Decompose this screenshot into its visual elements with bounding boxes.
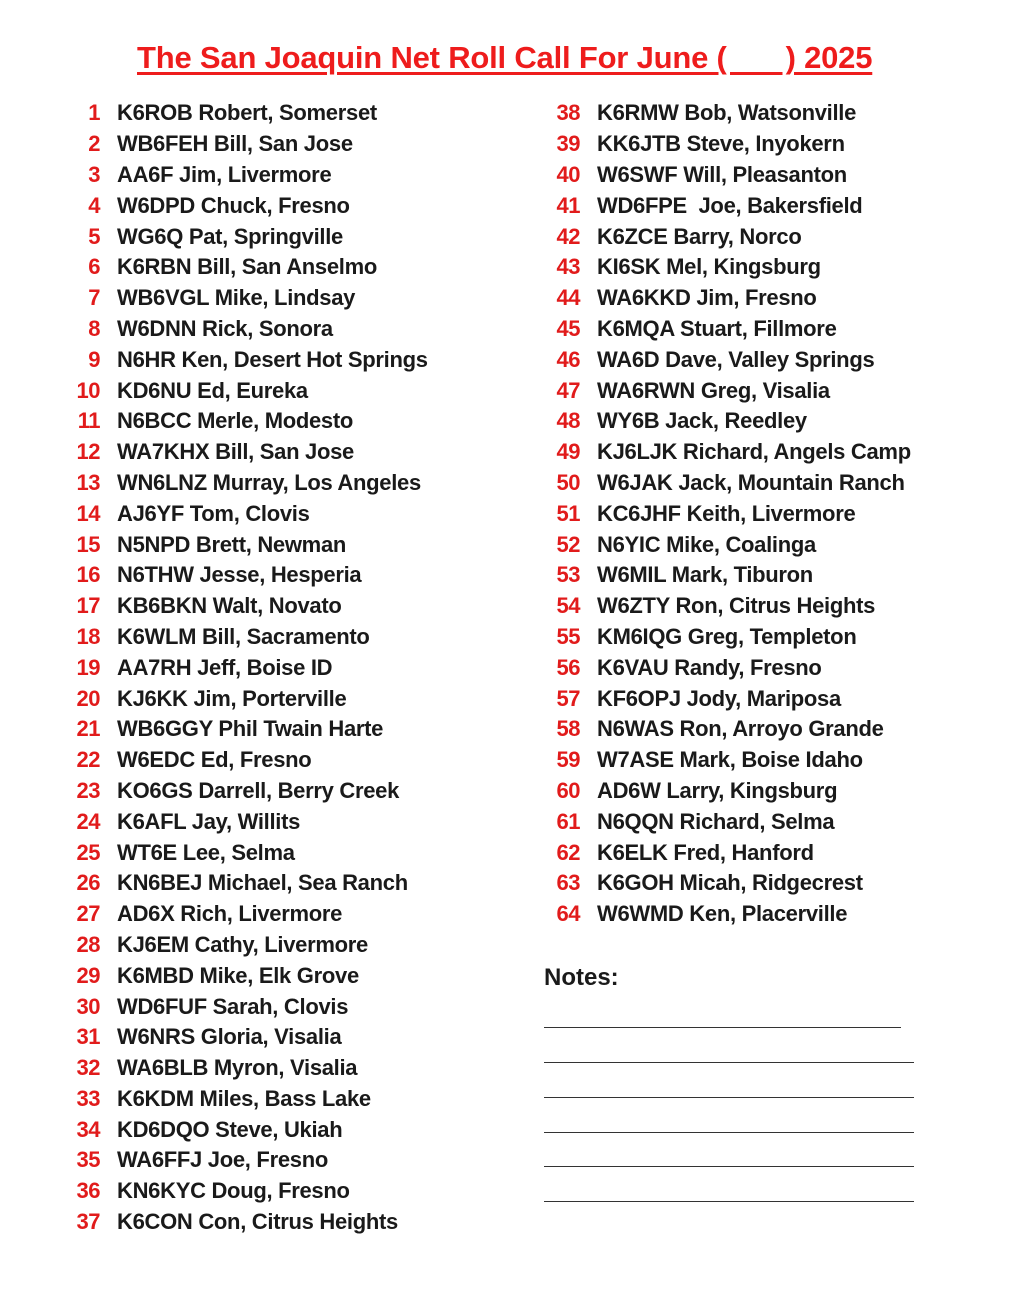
roll-call-entry	[60, 160, 428, 191]
roll-call-entry	[60, 1022, 428, 1053]
entry-number: 17	[76, 593, 100, 619]
entry-number: 29	[76, 962, 100, 988]
roll-call-entry	[60, 1176, 428, 1207]
entry-callsign-name-city: WB6FEH Bill, San Jose	[117, 131, 353, 157]
entry-number: 41	[556, 192, 580, 218]
entry-callsign-name-city: WG6Q Pat, Springville	[117, 223, 343, 249]
roll-call-entry	[60, 837, 428, 868]
entry-number: 37	[76, 1209, 100, 1235]
entry-number: 44	[556, 285, 580, 311]
entry-number: 18	[76, 623, 100, 649]
roll-call-entry	[60, 314, 428, 345]
entry-callsign-name-city: K6RMW Bob, Watsonville	[597, 100, 857, 126]
roll-call-entry	[60, 806, 428, 837]
entry-callsign-name-city: WA6D Dave, Valley Springs	[597, 346, 875, 372]
roll-call-entry	[540, 498, 911, 529]
entry-callsign-name-city: K6WLM Bill, Sacramento	[117, 623, 370, 649]
roll-call-entry	[540, 776, 911, 807]
entry-callsign-name-city: AD6W Larry, Kingsburg	[597, 777, 838, 803]
entry-callsign-name-city: WY6B Jack, Reedley	[597, 408, 807, 434]
entry-number: 25	[76, 839, 100, 865]
entry-callsign-name-city: K6CON Con, Citrus Heights	[117, 1209, 398, 1235]
entry-number: 56	[556, 654, 580, 680]
entry-number: 2	[88, 131, 100, 157]
roll-call-entry	[540, 837, 911, 868]
entry-number: 54	[556, 593, 580, 619]
roll-call-entry	[540, 529, 911, 560]
entry-callsign-name-city: AA7RH Jeff, Boise ID	[117, 654, 333, 680]
roll-call-entry	[540, 714, 911, 745]
roll-call-entry	[60, 529, 428, 560]
roll-call-entry	[540, 221, 911, 252]
roll-call-entry	[540, 283, 911, 314]
notes-label: Notes:	[544, 964, 619, 991]
roll-call-entry	[60, 960, 428, 991]
entry-number: 35	[76, 1147, 100, 1173]
notes-line[interactable]	[544, 1132, 914, 1133]
roll-call-entry	[540, 560, 911, 591]
entry-number: 12	[76, 439, 100, 465]
entry-callsign-name-city: WB6VGL Mike, Lindsay	[117, 285, 356, 311]
entry-number: 38	[556, 100, 580, 126]
roll-call-entry	[60, 1053, 428, 1084]
entry-callsign-name-city: K6ZCE Barry, Norco	[597, 223, 802, 249]
entry-callsign-name-city: KI6SK Mel, Kingsburg	[597, 254, 821, 280]
entry-callsign-name-city: N6BCC Merle, Modesto	[117, 408, 354, 434]
roll-call-entry	[60, 652, 428, 683]
roll-call-entry	[60, 406, 428, 437]
entry-number: 62	[556, 839, 580, 865]
entry-number: 55	[556, 623, 580, 649]
entry-number: 61	[556, 808, 580, 834]
entry-callsign-name-city: AD6X Rich, Livermore	[117, 901, 343, 927]
entry-number: 5	[88, 223, 100, 249]
entry-number: 48	[556, 408, 580, 434]
entry-number: 23	[76, 777, 100, 803]
entry-callsign-name-city: KF6OPJ Jody, Mariposa	[597, 685, 841, 711]
roll-call-entry	[540, 622, 911, 653]
entry-number: 20	[76, 685, 100, 711]
roll-call-entry	[60, 221, 428, 252]
entry-number: 33	[76, 1085, 100, 1111]
roll-call-entry	[60, 745, 428, 776]
entry-callsign-name-city: WB6GGY Phil Twain Harte	[117, 716, 384, 742]
entry-number: 31	[76, 1024, 100, 1050]
entry-number: 24	[76, 808, 100, 834]
roll-call-list-right	[540, 98, 911, 930]
entry-callsign-name-city: K6GOH Micah, Ridgecrest	[597, 870, 863, 896]
roll-call-entry	[60, 714, 428, 745]
roll-call-entry	[60, 622, 428, 653]
entry-callsign-name-city: KJ6LJK Richard, Angels Camp	[597, 439, 911, 465]
entry-callsign-name-city: K6ROB Robert, Somerset	[117, 100, 377, 126]
entry-callsign-name-city: WA6RWN Greg, Visalia	[597, 377, 830, 403]
entry-callsign-name-city: KJ6KK Jim, Porterville	[117, 685, 347, 711]
roll-call-entry	[60, 129, 428, 160]
roll-call-entry	[60, 683, 428, 714]
entry-callsign-name-city: K6RBN Bill, San Anselmo	[117, 254, 378, 280]
entry-callsign-name-city: K6AFL Jay, Willits	[117, 808, 301, 834]
entry-callsign-name-city: KM6IQG Greg, Templeton	[597, 623, 857, 649]
roll-call-entry	[60, 868, 428, 899]
entry-number: 22	[76, 747, 100, 773]
entry-number: 51	[556, 500, 580, 526]
entry-callsign-name-city: N6QQN Richard, Selma	[597, 808, 835, 834]
roll-call-entry	[60, 1114, 428, 1145]
entry-number: 13	[76, 469, 100, 495]
entry-number: 19	[76, 654, 100, 680]
entry-callsign-name-city: KK6JTB Steve, Inyokern	[597, 131, 845, 157]
roll-call-entry	[540, 437, 911, 468]
entry-callsign-name-city: KB6BKN Walt, Novato	[117, 593, 342, 619]
roll-call-entry	[540, 314, 911, 345]
roll-call-entry	[60, 437, 428, 468]
entry-callsign-name-city: W7ASE Mark, Boise Idaho	[597, 747, 863, 773]
entry-callsign-name-city: KN6KYC Doug, Fresno	[117, 1178, 350, 1204]
entry-number: 34	[76, 1116, 100, 1142]
entry-number: 10	[76, 377, 100, 403]
entry-number: 16	[76, 562, 100, 588]
entry-number: 15	[76, 531, 100, 557]
entry-number: 53	[556, 562, 580, 588]
entry-callsign-name-city: KO6GS Darrell, Berry Creek	[117, 777, 400, 803]
entry-number: 30	[76, 993, 100, 1019]
entry-number: 9	[88, 346, 100, 372]
entry-number: 3	[88, 161, 100, 187]
entry-number: 43	[556, 254, 580, 280]
entry-callsign-name-city: KJ6EM Cathy, Livermore	[117, 931, 368, 957]
entry-callsign-name-city: W6JAK Jack, Mountain Ranch	[597, 469, 905, 495]
entry-callsign-name-city: K6ELK Fred, Hanford	[597, 839, 814, 865]
entry-callsign-name-city: WD6FUF Sarah, Clovis	[117, 993, 349, 1019]
roll-call-entry	[540, 806, 911, 837]
entry-number: 50	[556, 469, 580, 495]
roll-call-entry	[60, 591, 428, 622]
entry-number: 26	[76, 870, 100, 896]
entry-callsign-name-city: K6MBD Mike, Elk Grove	[117, 962, 359, 988]
entry-callsign-name-city: KC6JHF Keith, Livermore	[597, 500, 856, 526]
entry-callsign-name-city: W6EDC Ed, Fresno	[117, 747, 312, 773]
roll-call-entry	[60, 98, 428, 129]
roll-call-entry	[540, 160, 911, 191]
entry-number: 47	[556, 377, 580, 403]
roll-call-entry	[540, 868, 911, 899]
entry-callsign-name-city: WN6LNZ Murray, Los Angeles	[117, 469, 421, 495]
roll-call-entry	[60, 991, 428, 1022]
entry-number: 58	[556, 716, 580, 742]
roll-call-entry	[60, 560, 428, 591]
roll-call-entry	[540, 344, 911, 375]
roll-call-entry	[60, 1145, 428, 1176]
entry-number: 28	[76, 931, 100, 957]
roll-call-entry	[60, 899, 428, 930]
roll-call-entry	[540, 375, 911, 406]
roll-call-entry	[60, 776, 428, 807]
roll-call-entry	[60, 1207, 428, 1238]
entry-callsign-name-city: KN6BEJ Michael, Sea Ranch	[117, 870, 408, 896]
notes-line[interactable]	[544, 1062, 914, 1063]
entry-callsign-name-city: AA6F Jim, Livermore	[117, 161, 332, 187]
roll-call-entry	[60, 498, 428, 529]
entry-callsign-name-city: N6THW Jesse, Hesperia	[117, 562, 362, 588]
entry-number: 49	[556, 439, 580, 465]
entry-number: 46	[556, 346, 580, 372]
roll-call-entry	[540, 899, 911, 930]
entry-number: 1	[88, 100, 100, 126]
entry-callsign-name-city: WA7KHX Bill, San Jose	[117, 439, 354, 465]
entry-number: 64	[556, 901, 580, 927]
roll-call-entry	[540, 252, 911, 283]
entry-number: 6	[88, 254, 100, 280]
entry-callsign-name-city: WT6E Lee, Selma	[117, 839, 295, 865]
entry-number: 36	[76, 1178, 100, 1204]
roll-call-entry	[540, 129, 911, 160]
entry-number: 27	[76, 901, 100, 927]
roll-call-entry	[60, 252, 428, 283]
roll-call-entry	[540, 591, 911, 622]
notes-line[interactable]	[544, 1166, 914, 1167]
roll-call-entry	[540, 406, 911, 437]
roll-call-entry	[540, 190, 911, 221]
entry-callsign-name-city: WD6FPE Joe, Bakersfield	[597, 192, 863, 218]
entry-number: 8	[88, 315, 100, 341]
entry-number: 11	[77, 408, 100, 434]
entry-callsign-name-city: N5NPD Brett, Newman	[117, 531, 347, 557]
entry-callsign-name-city: K6MQA Stuart, Fillmore	[597, 315, 837, 341]
roll-call-entry	[540, 745, 911, 776]
roll-call-entry	[540, 652, 911, 683]
entry-callsign-name-city: N6YIC Mike, Coalinga	[597, 531, 816, 557]
entry-callsign-name-city: W6DPD Chuck, Fresno	[117, 192, 350, 218]
entry-callsign-name-city: N6HR Ken, Desert Hot Springs	[117, 346, 428, 372]
entry-callsign-name-city: N6WAS Ron, Arroyo Grande	[597, 716, 884, 742]
roll-call-entry	[60, 190, 428, 221]
entry-number: 32	[76, 1055, 100, 1081]
entry-callsign-name-city: KD6DQO Steve, Ukiah	[117, 1116, 343, 1142]
page-title: The San Joaquin Net Roll Call For June ( ) 2025	[137, 40, 873, 75]
entry-number: 52	[556, 531, 580, 557]
entry-number: 39	[556, 131, 580, 157]
roll-call-entry	[60, 1084, 428, 1115]
roll-call-entry	[60, 468, 428, 499]
entry-number: 14	[76, 500, 100, 526]
entry-number: 63	[556, 870, 580, 896]
entry-callsign-name-city: W6ZTY Ron, Citrus Heights	[597, 593, 876, 619]
roll-call-entry	[540, 98, 911, 129]
entry-callsign-name-city: WA6KKD Jim, Fresno	[597, 285, 817, 311]
entry-number: 42	[556, 223, 580, 249]
entry-callsign-name-city: W6MIL Mark, Tiburon	[597, 562, 813, 588]
entry-number: 57	[556, 685, 580, 711]
entry-callsign-name-city: K6VAU Randy, Fresno	[597, 654, 822, 680]
entry-number: 21	[76, 716, 100, 742]
entry-callsign-name-city: W6WMD Ken, Placerville	[597, 901, 848, 927]
notes-line[interactable]	[544, 1201, 914, 1202]
entry-number: 45	[556, 315, 580, 341]
roll-call-entry	[60, 344, 428, 375]
entry-number: 60	[556, 777, 580, 803]
entry-callsign-name-city: W6NRS Gloria, Visalia	[117, 1024, 342, 1050]
entry-callsign-name-city: K6KDM Miles, Bass Lake	[117, 1085, 371, 1111]
roll-call-list-left	[60, 98, 428, 1237]
entry-number: 7	[88, 285, 100, 311]
entry-callsign-name-city: WA6FFJ Joe, Fresno	[117, 1147, 328, 1173]
entry-number: 59	[556, 747, 580, 773]
entry-callsign-name-city: W6DNN Rick, Sonora	[117, 315, 333, 341]
notes-line[interactable]	[544, 1097, 914, 1098]
entry-callsign-name-city: W6SWF Will, Pleasanton	[597, 161, 847, 187]
notes-line[interactable]	[544, 1027, 901, 1028]
entry-callsign-name-city: AJ6YF Tom, Clovis	[117, 500, 310, 526]
roll-call-entry	[60, 375, 428, 406]
entry-number: 4	[88, 192, 100, 218]
roll-call-entry	[60, 283, 428, 314]
roll-call-entry	[60, 930, 428, 961]
roll-call-entry	[540, 683, 911, 714]
entry-callsign-name-city: WA6BLB Myron, Visalia	[117, 1055, 358, 1081]
entry-number: 40	[556, 161, 580, 187]
entry-callsign-name-city: KD6NU Ed, Eureka	[117, 377, 308, 403]
roll-call-entry	[540, 468, 911, 499]
